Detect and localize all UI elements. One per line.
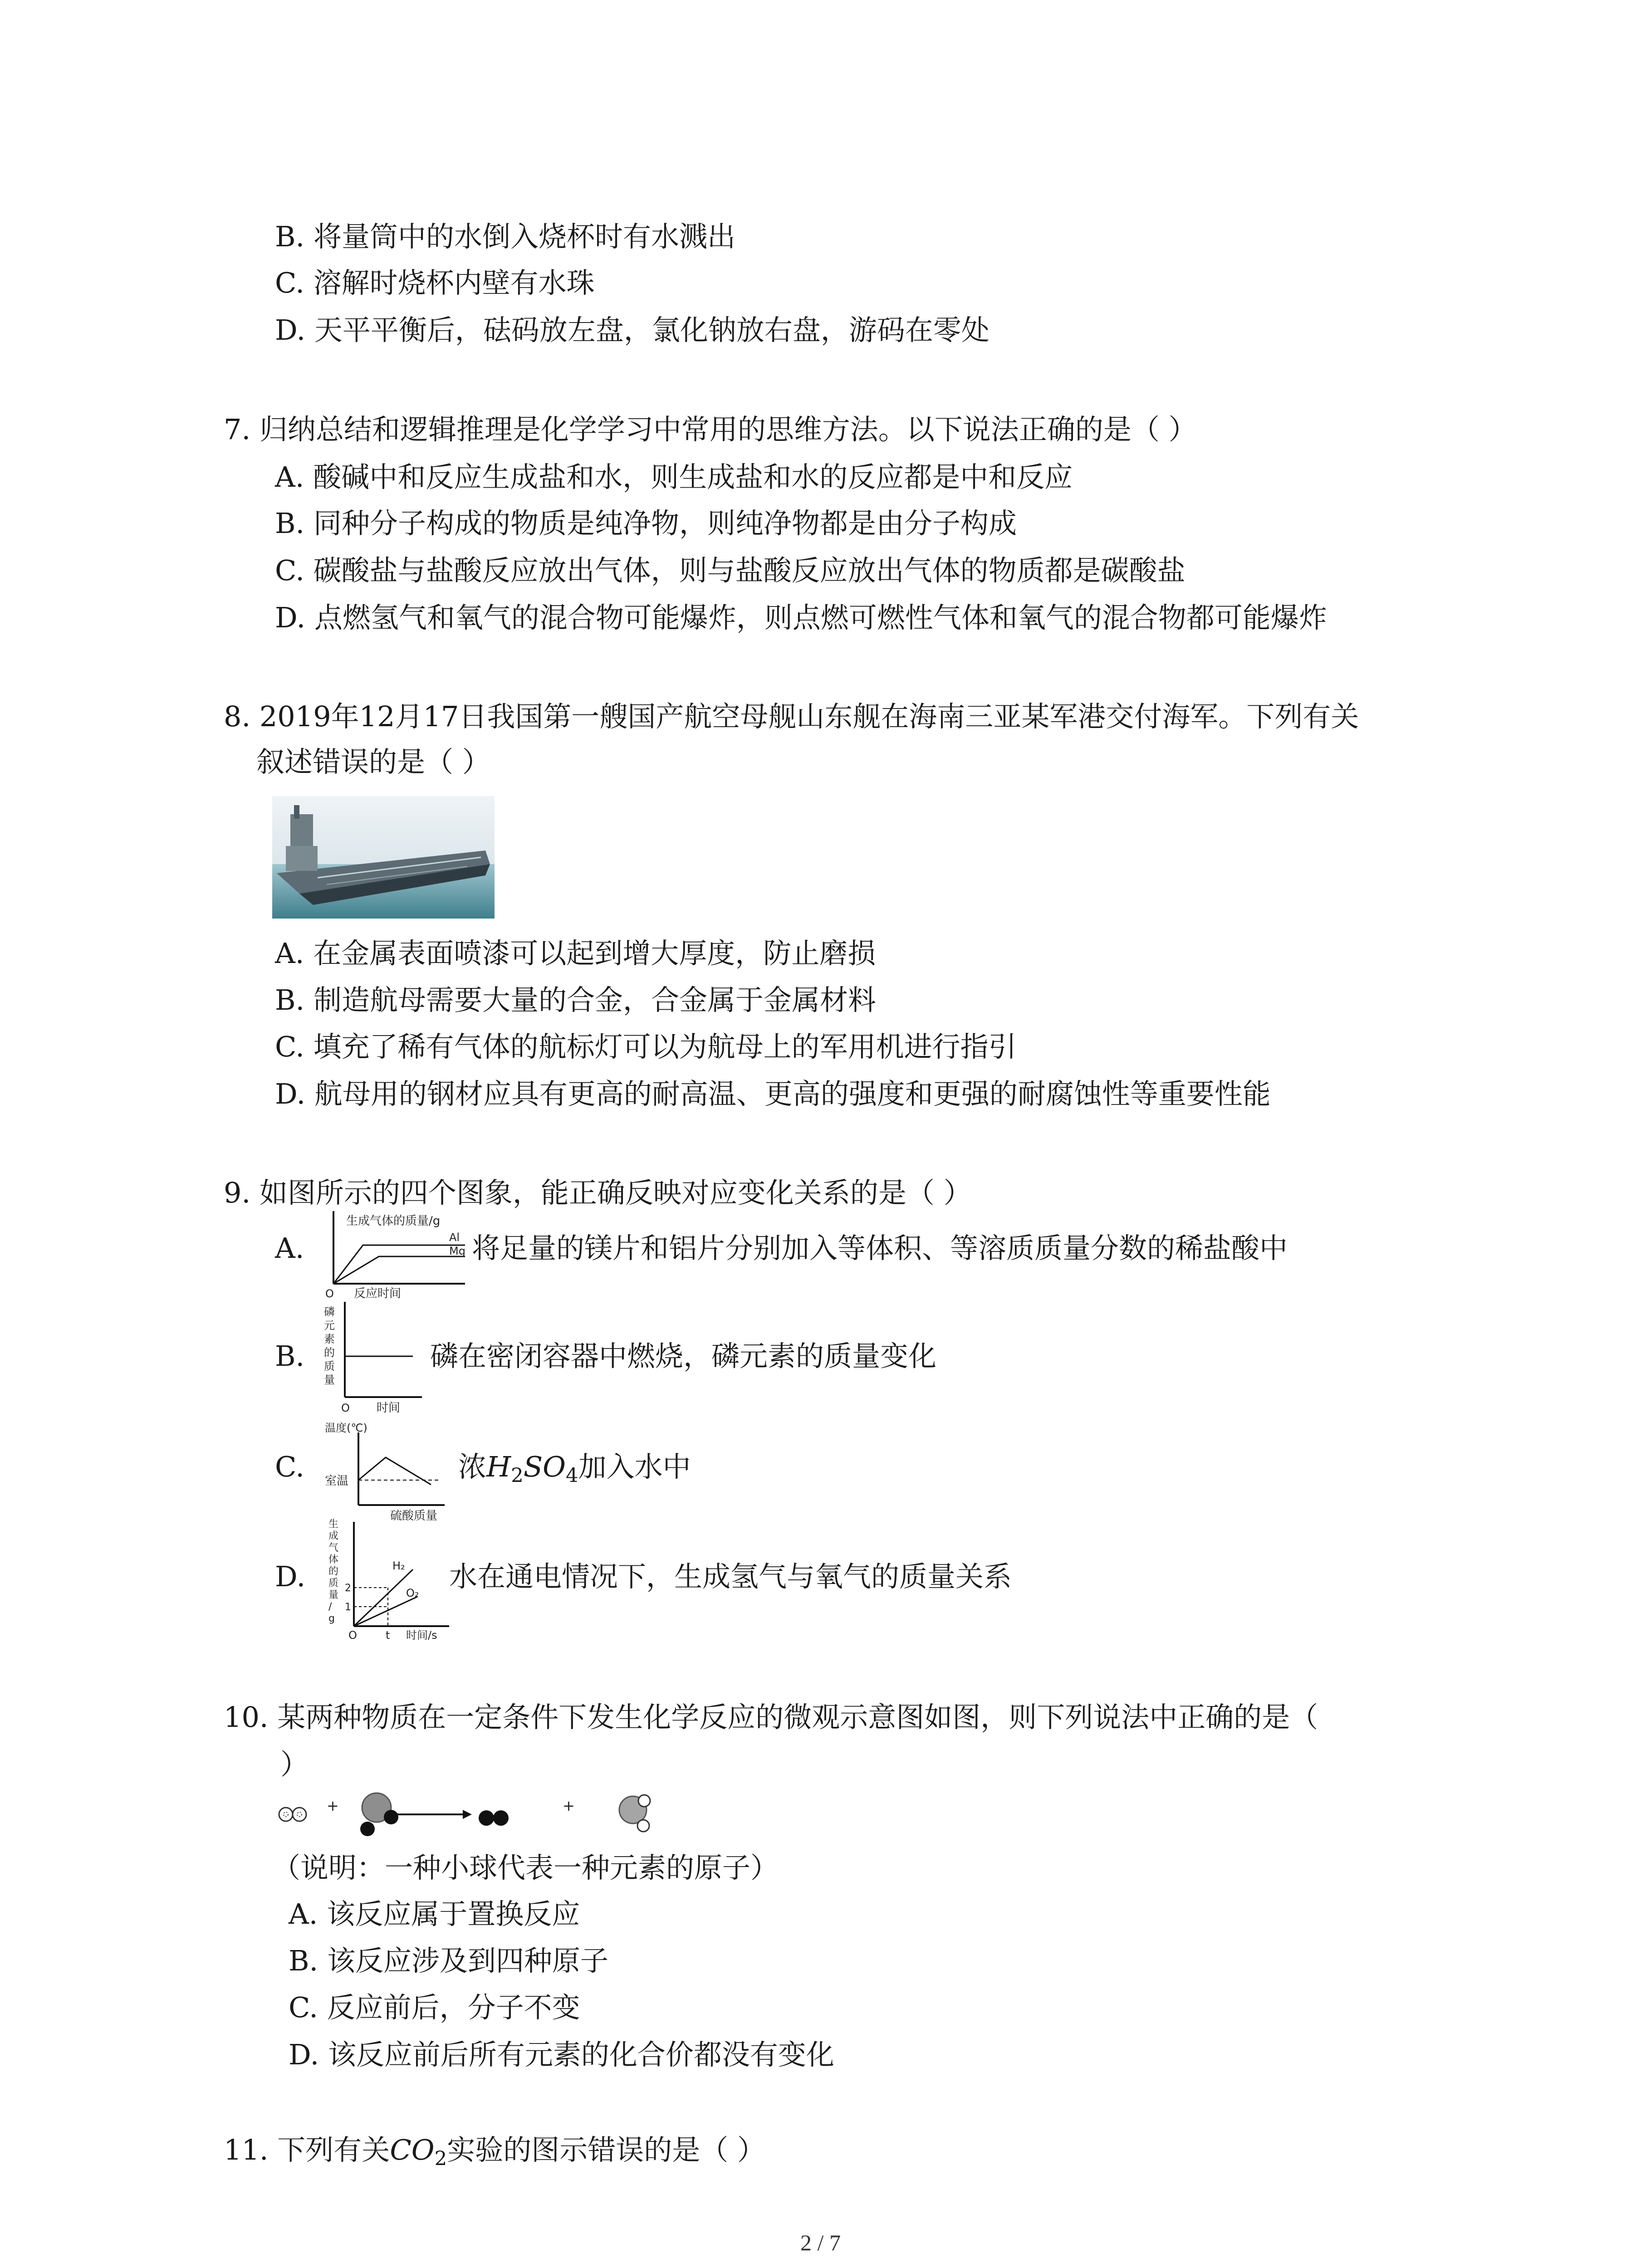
q9-graph-d [322, 1517, 454, 1644]
q8-option-d: D. 航母用的钢材应具有更高的耐高温、更高的强度和更强的耐腐蚀性等重要性能 [275, 1077, 1271, 1110]
q10-option-a: A. 该反应属于置换反应 [289, 1897, 580, 1931]
q7-option-b: B. 同种分子构成的物质是纯净物，则纯净物都是由分子构成 [275, 507, 1017, 540]
graph-a-series-al: Al [449, 1231, 460, 1244]
reactant-molecule-1 [279, 1808, 306, 1821]
c-text-pre: 浓 [458, 1450, 487, 1483]
c-text-post: 加入水中 [578, 1450, 691, 1483]
graph-d-ylabel: 生 成 气 体 的 质 量 / g [328, 1519, 339, 1624]
q7-option-c: C. 碳酸盐与盐酸反应放出气体，则与盐酸反应放出气体的物质都是碳酸盐 [275, 554, 1185, 587]
graph-d-tick-2: 2 [345, 1583, 351, 1594]
graph-c-xlabel: 硫酸质量 [390, 1509, 438, 1523]
c-formula-so: SO [523, 1450, 566, 1483]
q8-option-b: B. 制造航母需要大量的合金，合金属于金属材料 [275, 983, 876, 1017]
q6-option-c: C. 溶解时烧杯内壁有水珠 [275, 266, 595, 299]
q11-formula-2: 2 [434, 2147, 447, 2170]
plus-1: + [327, 1797, 339, 1814]
graph-d-xlabel: 时间/s [406, 1629, 437, 1642]
graph-a-origin: O [325, 1287, 334, 1300]
graph-c-ref: 室温 [325, 1474, 349, 1488]
aircraft-carrier-photo [272, 796, 495, 919]
q10-note: （说明：一种小球代表一种元素的原子） [272, 1851, 779, 1884]
q10-stem-line2: ） [280, 1748, 309, 1781]
q9-graph-c [322, 1419, 449, 1523]
q9-option-a-label: A. [275, 1232, 304, 1265]
q11-formula-co: CO [390, 2133, 435, 2166]
graph-a-ylabel: 生成气体的质量/g [346, 1214, 441, 1228]
page-number: 2 / 7 [800, 2230, 841, 2255]
q9-stem: 9. 如图所示的四个图象，能正确反映对应变化关系的是（ ） [224, 1176, 972, 1209]
q8-stem-line1: 8. 2019年12月17日我国第一艘国产航空母舰山东舰在海南三亚某军港交付海军。下列有关 [224, 700, 1359, 733]
q10-option-c: C. 反应前后，分子不变 [289, 1991, 580, 2024]
c-formula-h: H [486, 1450, 511, 1483]
q8-option-c: C. 填充了稀有气体的航标灯可以为航母上的军用机进行指引 [275, 1030, 1017, 1063]
q6-option-b: B. 将量筒中的水倒入烧杯时有水溅出 [275, 220, 735, 253]
c-formula-2: 2 [511, 1464, 524, 1487]
q7-stem: 7. 归纳总结和逻辑推理是化学学习中常用的思维方法。以下说法正确的是（ ） [224, 413, 1197, 446]
plus-2: + [563, 1797, 575, 1814]
c-formula-4: 4 [566, 1464, 578, 1487]
q10-option-d: D. 该反应前后所有元素的化合价都没有变化 [289, 2038, 834, 2071]
q11-stem-pre: 11. 下列有关 [224, 2133, 390, 2166]
graph-a-series-mg: Mg [449, 1245, 465, 1257]
graph-d-tick-1: 1 [345, 1602, 351, 1613]
graph-c-ylabel: 温度(℃) [325, 1422, 367, 1434]
graph-d-origin: O [348, 1629, 357, 1642]
graph-d-o2: O₂ [406, 1587, 419, 1599]
q9-graph-a [320, 1207, 470, 1302]
q9-option-a-text: 将足量的镁片和铝片分别加入等体积、等溶质质量分数的稀盐酸中 [472, 1232, 1288, 1265]
reaction-microscopic-diagram [272, 1783, 681, 1846]
q9-option-d-text: 水在通电情况下，生成氢气与氧气的质量关系 [449, 1560, 1012, 1593]
q9-option-b-label: B. [275, 1339, 305, 1373]
q10-stem-line1: 10. 某两种物质在一定条件下发生化学反应的微观示意图如图，则下列说法中正确的是（ [224, 1701, 1318, 1734]
graph-b-origin: O [341, 1402, 350, 1414]
q9-option-c-label: C. [275, 1450, 304, 1483]
q7-option-d: D. 点燃氢气和氧气的混合物可能爆炸，则点燃可燃性气体和氧气的混合物都可能爆炸 [275, 601, 1327, 634]
q11-stem-post: 实验的图示错误的是（ ） [447, 2133, 765, 2166]
q8-stem-line2: 叙述错误的是（ ） [256, 745, 490, 778]
graph-a-xlabel: 反应时间 [354, 1287, 402, 1300]
q9-option-c-text [458, 1449, 691, 1485]
graph-d-h2: H₂ [392, 1559, 405, 1572]
product-molecule-1 [479, 1810, 509, 1826]
graph-b-ylabel: 磷 元 素 的 质 量 [324, 1305, 335, 1386]
graph-b-xlabel: 时间 [377, 1401, 401, 1415]
graph-d-t: t [386, 1629, 390, 1642]
reactant-molecule-2 [360, 1793, 398, 1836]
q6-option-d: D. 天平平衡后，砝码放左盘，氯化钠放右盘，游码在零处 [275, 313, 989, 347]
q10-option-b: B. 该反应涉及到四种原子 [289, 1944, 608, 1977]
q9-option-d-label: D. [275, 1560, 306, 1593]
q8-option-a: A. 在金属表面喷漆可以起到增大厚度，防止磨损 [275, 937, 876, 970]
product-molecule-2 [619, 1795, 650, 1832]
q9-graph-b [318, 1297, 426, 1415]
q11-stem [224, 2132, 765, 2168]
q7-option-a: A. 酸碱中和反应生成盐和水，则生成盐和水的反应都是中和反应 [275, 460, 1073, 494]
q9-option-b-text: 磷在密闭容器中燃烧，磷元素的质量变化 [430, 1339, 937, 1373]
